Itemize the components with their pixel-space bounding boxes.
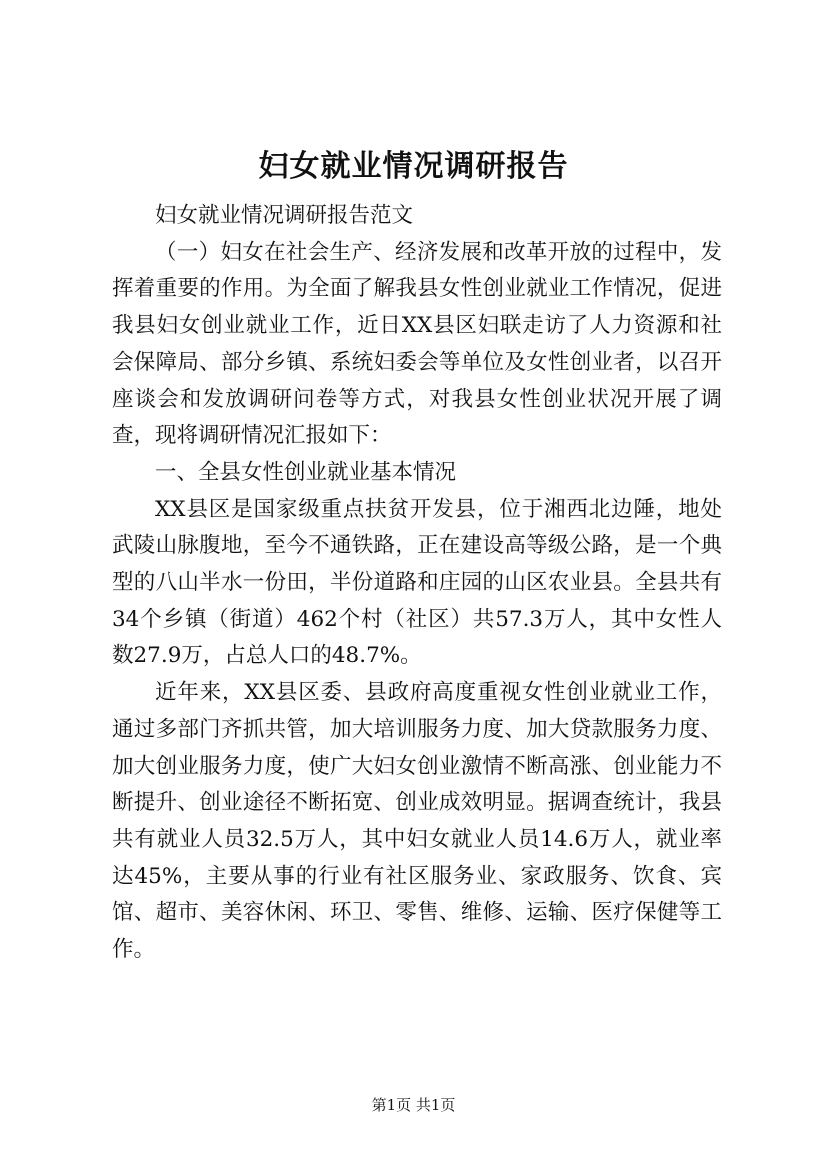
document-body bbox=[112, 198, 722, 969]
paragraph-intro: （一）妇女在社会生产、经济发展和改革开放的过程中，发挥着重要的作用。为全面了解我县女性创业就业工作情况，促进我县妇女创业就业工作，近日XX县区妇联走访了人力资源和社会保障局、部分乡镇、系统妇委会等单位及女性创业者，以召开座谈会和发放调研问卷等方式，对我县女性创业状况开展了调查，现将调研情况汇报如下： bbox=[112, 239, 722, 449]
paragraph-subtitle: 妇女就业情况调研报告范文 bbox=[155, 203, 414, 228]
page-footer: 第1页 共1页 bbox=[371, 1096, 456, 1114]
document-title: 妇女就业情况调研报告 bbox=[258, 149, 569, 184]
paragraph-county-overview: XX县区是国家级重点扶贫开发县，位于湘西北边陲，地处武陵山脉腹地，至今不通铁路，正在建设高等级公路，是一个典型的八山半水一份田，半份道路和庄园的山区农业县。全县共有34个乡镇（街道）462个村（社区）共57.3万人，其中女性人数27.9万，占总人口的48.7%。 bbox=[112, 496, 722, 669]
paragraph-employment-status: 近年来，XX县区委、县政府高度重视女性创业就业工作，通过多部门齐抓共管，加大培训服务力度、加大贷款服务力度、加大创业服务力度，使广大妇女创业激情不断高涨、创业能力不断提升、创业途径不断拓宽、创业成效明显。据调查统计，我县共有就业人员32.5万人，其中妇女就业人员14.6万人，就业率达45%，主要从事的行业有社区服务业、家政服务、饮食、宾馆、超市、美容休闲、环卫、零售、维修、运输、医疗保健等工作。 bbox=[112, 680, 722, 963]
section-heading: 一、全县女性创业就业基本情况 bbox=[155, 459, 457, 485]
